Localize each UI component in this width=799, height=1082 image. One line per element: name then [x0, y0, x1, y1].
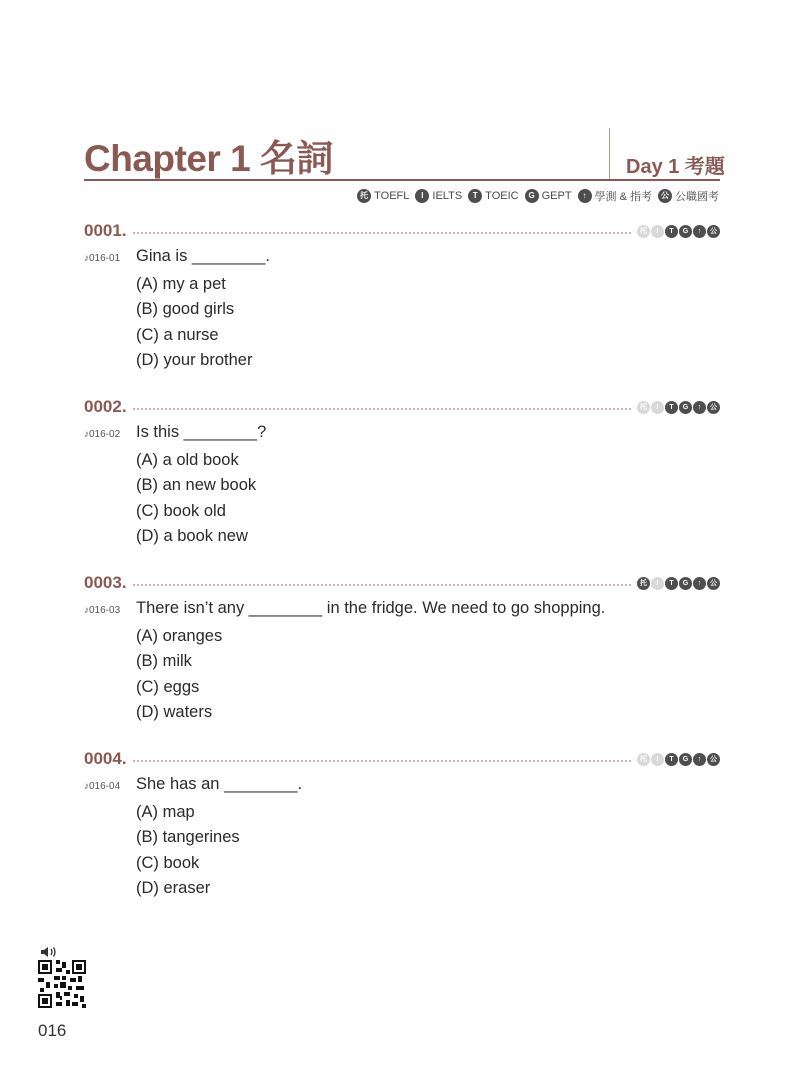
chapter-title: Chapter 1 名詞: [84, 138, 333, 179]
toeic-icon: T: [665, 753, 678, 766]
question-header: [84, 221, 720, 241]
legend-label: 學測 & 指考: [594, 191, 652, 203]
toefl-icon: 托: [637, 225, 650, 238]
legend-label: TOEFL: [374, 190, 410, 202]
option-a: (A) a old book: [136, 451, 239, 469]
option-b: (B) milk: [136, 652, 192, 671]
question-number: 0004.: [84, 749, 127, 768]
dotted-leader: [133, 232, 631, 234]
exam-badges: [637, 577, 720, 590]
college-exam-icon: ↑: [693, 401, 706, 414]
legend-item: [525, 189, 572, 203]
dotted-leader: [133, 408, 631, 410]
audio-track-ref[interactable]: ♪016-04: [84, 781, 121, 792]
legend-label: TOEIC: [485, 190, 519, 202]
dotted-leader: [133, 760, 631, 762]
gept-icon: G: [525, 189, 539, 203]
question-header: [84, 397, 720, 417]
option-d: (D) eraser: [136, 878, 211, 897]
page-number: 016: [38, 1021, 67, 1040]
toefl-icon: 托: [637, 401, 650, 414]
question-0001: [84, 221, 720, 373]
gept-icon: G: [679, 753, 692, 766]
audio-track-ref[interactable]: ♪016-01: [84, 253, 121, 264]
civil-exam-icon: 公: [658, 189, 672, 203]
header-divider: [609, 128, 610, 180]
exam-badges: [637, 401, 720, 414]
toeic-icon: T: [665, 225, 678, 238]
answer-options: [136, 624, 720, 725]
question-header: [84, 573, 720, 593]
ielts-icon: I: [651, 577, 664, 590]
civil-exam-icon: 公: [707, 753, 720, 766]
legend-item: [415, 189, 462, 203]
option-a: (A) map: [136, 803, 195, 821]
toeic-icon: T: [468, 189, 482, 203]
ielts-icon: I: [415, 189, 429, 203]
question-stem: [84, 247, 720, 269]
audio-track-ref[interactable]: ♪016-02: [84, 429, 121, 440]
college-exam-icon: ↑: [693, 225, 706, 238]
college-exam-icon: ↑: [578, 189, 592, 203]
option-b: (B) good girls: [136, 300, 235, 319]
exam-legend: [357, 187, 719, 205]
gept-icon: G: [679, 577, 692, 590]
question-text: Is this ________?: [136, 423, 267, 441]
option-a: (A) my a pet: [136, 275, 226, 293]
question-number: 0002.: [84, 397, 127, 416]
option-c: (C) eggs: [136, 677, 200, 696]
civil-exam-icon: 公: [707, 225, 720, 238]
toeic-icon: T: [665, 577, 678, 590]
legend-label: IELTS: [432, 190, 463, 202]
college-exam-icon: ↑: [693, 577, 706, 590]
option-c: (C) book old: [136, 501, 226, 520]
ielts-icon: I: [651, 225, 664, 238]
dotted-leader: [133, 584, 631, 586]
question-stem: [84, 423, 720, 445]
option-d: (D) waters: [136, 702, 213, 721]
ielts-icon: I: [651, 753, 664, 766]
legend-label: GEPT: [541, 190, 572, 202]
gept-icon: G: [679, 401, 692, 414]
civil-exam-icon: 公: [707, 401, 720, 414]
option-d: (D) your brother: [136, 350, 253, 369]
gept-icon: G: [679, 225, 692, 238]
legend-item: [658, 188, 719, 204]
speaker-icon: [40, 945, 60, 959]
exam-badges: [637, 225, 720, 238]
legend-item: [468, 189, 518, 203]
legend-item: [578, 188, 652, 204]
qr-code-icon[interactable]: [36, 958, 88, 1010]
question-0004: [84, 749, 720, 901]
question-stem: [84, 599, 720, 621]
legend-item: [357, 189, 409, 203]
answer-options: [136, 448, 720, 549]
option-b: (B) an new book: [136, 476, 257, 495]
option-c: (C) a nurse: [136, 325, 219, 344]
option-d: (D) a book new: [136, 526, 248, 545]
question-0002: [84, 397, 720, 549]
option-b: (B) tangerines: [136, 828, 240, 847]
title-rule: [84, 179, 720, 181]
question-number: 0003.: [84, 573, 127, 592]
question-text: She has an ________.: [136, 775, 303, 793]
answer-options: [136, 800, 720, 901]
question-stem: [84, 775, 720, 797]
question-number: 0001.: [84, 221, 127, 240]
exam-badges: [637, 753, 720, 766]
legend-label: 公職國考: [675, 191, 719, 203]
toeic-icon: T: [665, 401, 678, 414]
answer-options: [136, 272, 720, 373]
ielts-icon: I: [651, 401, 664, 414]
option-a: (A) oranges: [136, 627, 223, 645]
audio-track-ref[interactable]: ♪016-03: [84, 605, 121, 616]
option-c: (C) book: [136, 853, 200, 872]
question-0003: [84, 573, 720, 725]
question-text: There isn’t any ________ in the fridge. We need to go shopping.: [136, 599, 606, 617]
toefl-icon: 托: [357, 189, 371, 203]
day-label: Day 1 考題: [626, 156, 725, 178]
toefl-icon: 托: [637, 577, 650, 590]
civil-exam-icon: 公: [707, 577, 720, 590]
college-exam-icon: ↑: [693, 753, 706, 766]
toefl-icon: 托: [637, 753, 650, 766]
question-header: [84, 749, 720, 769]
question-text: Gina is ________.: [136, 247, 270, 265]
